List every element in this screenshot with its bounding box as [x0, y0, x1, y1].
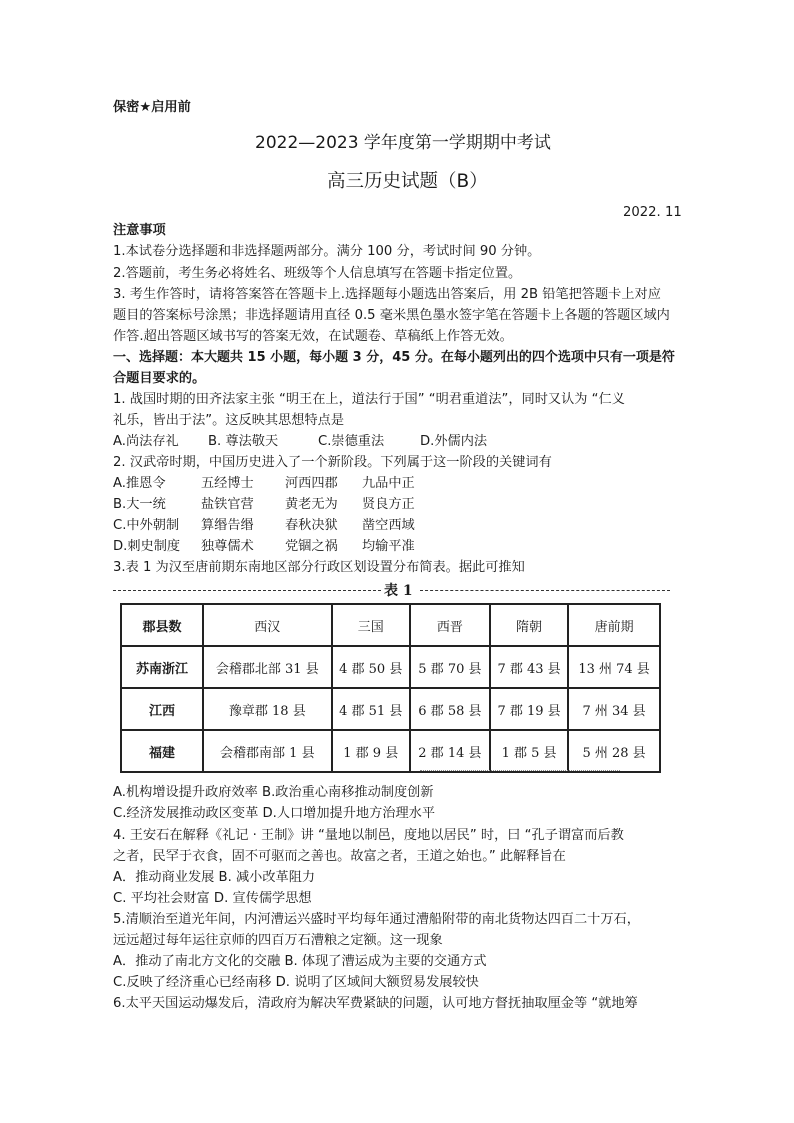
table-header-cell: 三国 [332, 604, 410, 646]
notice-heading: 注意事项 [113, 223, 166, 238]
table-cell: 5 郡 70 县 [410, 646, 490, 688]
option-term: 党锢之祸 [285, 539, 338, 554]
option-c: C.崇德重法 [318, 434, 385, 449]
table-header-row [121, 604, 660, 646]
table-cell: 福建 [121, 730, 203, 772]
option-line: C.经济发展推动政区变革 D.人口增加提升地方治理水平 [113, 806, 436, 821]
question-stem: 4. 王安石在解释《礼记 · 王制》讲 “量地以制邑，度地以居民” 时，曰 “孔子谓富而后教 [113, 828, 624, 843]
table-cell: 6 郡 58 县 [410, 688, 490, 730]
exam-subtitle: 高三历史试题（B） [327, 171, 488, 192]
option-line: C. 平均社会财富 D. 宣传儒学思想 [113, 891, 312, 906]
scan-artifact [420, 770, 620, 777]
table-cell: 7 郡 19 县 [490, 688, 568, 730]
table-cell: 苏南浙江 [121, 646, 203, 688]
question-stem-cont: 之者，民罕于衣食，固不可驱而之善也。故富之者，王道之始也。” 此解释旨在 [113, 849, 566, 864]
option-d-label: D.刺史制度 [113, 539, 181, 554]
notice-item: 2.答题前，考生务必将姓名、班级等个人信息填写在答题卡指定位置。 [113, 266, 522, 281]
question-stem-cont: 远远超过每年运往京师的四百万石漕粮之定额。这一现象 [113, 933, 443, 948]
option-term: 算缗告缗 [201, 518, 254, 533]
notice-item: 3. 考生作答时，请将答案答在答题卡上.选择题每小题选出答案后，用 2B 铅笔把答题卡上对应 [113, 287, 661, 302]
option-a: A.尚法存礼 [113, 434, 179, 449]
option-d: D.外儒内法 [420, 434, 488, 449]
table-row [121, 646, 660, 688]
table-cell: 13 州 74 县 [568, 646, 660, 688]
table-cell: 江西 [121, 688, 203, 730]
option-b: B. 尊法敬天 [208, 434, 279, 449]
option-term: 春秋决狱 [285, 518, 338, 533]
table-header-cell: 郡县数 [121, 604, 203, 646]
option-term: 独尊儒术 [201, 539, 254, 554]
option-term: 河西四郡 [285, 476, 338, 491]
question-stem: 3.表 1 为汉至唐前期东南地区部分行政区划设置分布简表。据此可推知 [113, 560, 525, 575]
confidential-mark: 保密★启用前 [113, 100, 191, 115]
option-line: A.机构增设提升政府效率 B.政治重心南移推动制度创新 [113, 785, 434, 800]
table-header-cell: 唐前期 [568, 604, 660, 646]
option-term: 贤良方正 [362, 497, 415, 512]
question-stem-cont: 礼乐，皆出于法”。这反映其思想特点是 [113, 413, 345, 428]
option-term: 黄老无为 [285, 497, 338, 512]
option-term: 九品中正 [362, 476, 415, 491]
table-caption: 表 1 [384, 583, 413, 599]
table-top-rule-right [420, 590, 670, 591]
option-term: 五经博士 [201, 476, 254, 491]
option-c-label: C.中外朝制 [113, 518, 180, 533]
table-cell: 4 郡 50 县 [332, 646, 410, 688]
table-cell: 会稽郡南部 1 县 [203, 730, 332, 772]
table-top-rule-left [113, 590, 381, 591]
option-line: C.反映了经济重心已经南移 D. 说明了区域间大额贸易发展较快 [113, 975, 479, 990]
question-stem: 1. 战国时期的田齐法家主张 “明王在上，道法行于国” “明君重道法”，同时又认为 “仁义 [113, 392, 625, 407]
notice-item: 1.本试卷分选择题和非选择题两部分。满分 100 分，考试时间 90 分钟。 [113, 244, 541, 259]
table-cell: 会稽郡北部 31 县 [203, 646, 332, 688]
table-cell: 1 郡 9 县 [332, 730, 410, 772]
table-cell: 4 郡 51 县 [332, 688, 410, 730]
option-line: A．推动商业发展 B. 减小改革阻力 [113, 870, 316, 885]
table-header-cell: 隋朝 [490, 604, 568, 646]
notice-item: 作答.超出答题区域书写的答案无效，在试题卷、草稿纸上作答无效。 [113, 329, 513, 344]
exam-title: 2022—2023 学年度第一学期期中考试 [255, 133, 551, 153]
section-heading: 一、选择题：本大题共 15 小题，每小题 3 分，45 分。在每小题列出的四个选项中只有一项是符 [113, 350, 675, 365]
option-term: 均输平准 [362, 539, 415, 554]
data-table [120, 603, 661, 773]
option-b-label: B.大一统 [113, 497, 166, 512]
question-stem: 5.清顺治至道光年间，内河漕运兴盛时平均每年通过漕船附带的南北货物达四百二十万石， [113, 912, 640, 927]
question-stem: 6.太平天国运动爆发后，清政府为解决军费紧缺的问题，认可地方督抚抽取厘金等 “就地筹 [113, 996, 638, 1011]
table-row [121, 730, 660, 772]
option-a-label: A.推恩令 [113, 476, 166, 491]
option-line: A．推动了南北方文化的交融 B. 体现了漕运成为主要的交通方式 [113, 954, 487, 969]
table-cell: 5 州 28 县 [568, 730, 660, 772]
table-cell: 7 郡 43 县 [490, 646, 568, 688]
option-term: 盐铁官营 [201, 497, 254, 512]
table-cell: 豫章郡 18 县 [203, 688, 332, 730]
table-cell: 7 州 34 县 [568, 688, 660, 730]
table-header-cell: 西晋 [410, 604, 490, 646]
table-row [121, 688, 660, 730]
question-stem: 2. 汉武帝时期，中国历史进入了一个新阶段。下列属于这一阶段的关键词有 [113, 455, 552, 470]
option-term: 凿空西域 [362, 518, 415, 533]
table-cell: 1 郡 5 县 [490, 730, 568, 772]
table-header-cell: 西汉 [203, 604, 332, 646]
exam-date: 2022. 11 [623, 205, 682, 220]
section-heading-cont: 合题目要求的。 [113, 371, 206, 386]
notice-item: 题目的答案标号涂黑；非选择题请用直径 0.5 毫米黑色墨水签字笔在答题卡上各题的答题区域内 [113, 308, 670, 323]
table-cell: 2 郡 14 县 [410, 730, 490, 772]
